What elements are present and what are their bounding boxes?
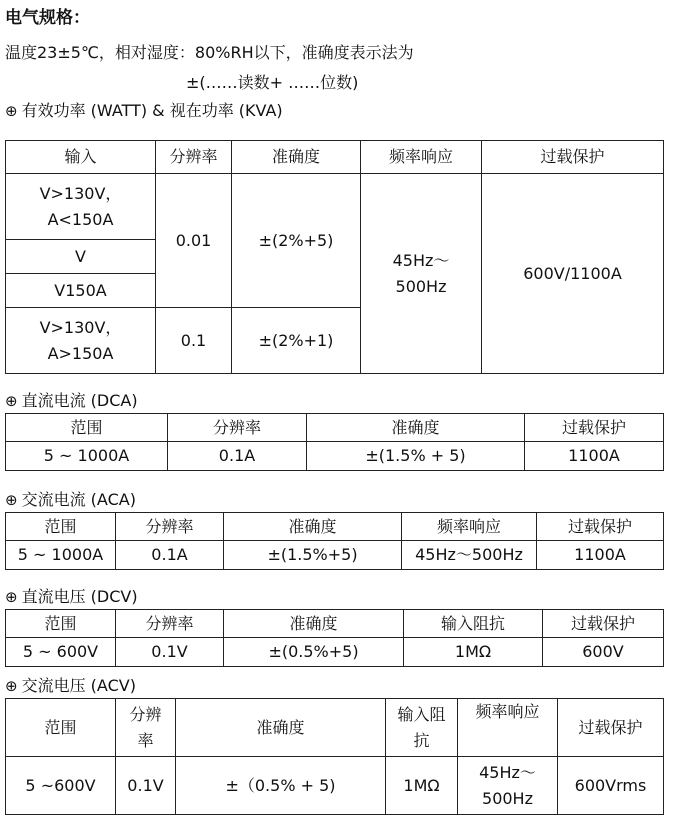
section-title-aca [5,487,136,510]
table-header-row [6,141,664,174]
conditions-text: 温度23±5℃，相对湿度：80%RH以下，准确度表示法为 [5,43,414,62]
table-header-row [6,414,664,442]
header-cell: 准确度 [307,414,525,442]
header-cell: 输入 [6,141,156,174]
table-row [6,757,664,815]
table-header-row [6,610,664,638]
header-cell: 频率响应 [458,699,558,757]
dcv-spec-table [5,609,664,667]
header-cell: 准确度 [224,513,402,541]
header-cell: 过载保护 [537,513,664,541]
table-cell: 1100A [525,442,664,471]
header-cell: 范围 [6,513,116,541]
acv-spec-table [5,698,664,815]
table-cell: 5 ~ 600V [6,638,116,667]
section-label: 直流电流 (DCA) [21,391,138,410]
header-cell: 分辨率 [116,513,224,541]
header-cell: 过载保护 [482,141,664,174]
table-header-row [6,513,664,541]
header-cell: 输入阻抗 [404,610,543,638]
table-row [6,442,664,471]
table-cell: 1MΩ [386,757,458,815]
table-cell: 1MΩ [404,638,543,667]
header-cell: 范围 [6,610,116,638]
header-cell: 过载保护 [543,610,664,638]
table-cell: 0.01 [156,174,232,308]
section-label: 有效功率 (WATT) & 视在功率 (KVA) [21,101,283,120]
header-cell: 分辨 率 [116,699,176,757]
table-cell: ±(0.5%+5) [224,638,404,667]
section-label: 交流电压 (ACV) [21,676,136,695]
table-cell: V150A [6,274,156,308]
table-cell: V>130V， A<150A [6,174,156,240]
circle-plus-icon: ⊕ [5,392,18,410]
section-title-acv [5,673,136,696]
table-cell: 600V/1100A [482,174,664,374]
table-cell: 600V [543,638,664,667]
table-header-row [6,699,664,757]
header-cell: 准确度 [176,699,386,757]
table-cell: 45Hz～500Hz [402,541,537,570]
section-title-dcv [5,584,138,607]
page-heading: 电气规格： [5,8,90,28]
header-cell: 过载保护 [558,699,664,757]
table-row [6,174,664,240]
table-cell: ±(2%+5) [232,174,361,308]
dca-spec-table [5,413,664,471]
section-title-dca [5,388,138,411]
circle-plus-icon: ⊕ [5,102,18,120]
table-cell: 5 ~600V [6,757,116,815]
table-cell: 0.1A [116,541,224,570]
header-cell: 过载保护 [525,414,664,442]
table-cell: 0.1V [116,757,176,815]
header-cell: 准确度 [232,141,361,174]
table-cell: ±(1.5%+5) [224,541,402,570]
header-cell: 范围 [6,699,116,757]
header-cell: 输入阻 抗 [386,699,458,757]
table-cell: 45Hz～ 500Hz [361,174,482,374]
section-label: 直流电压 (DCV) [21,587,138,606]
header-cell: 范围 [6,414,168,442]
table-cell: 5 ~ 1000A [6,541,116,570]
table-cell: 0.1A [168,442,307,471]
aca-spec-table [5,512,664,570]
header-cell: 分辨率 [116,610,224,638]
accuracy-formula: ±(……读数+ ……位数) [186,73,359,92]
table-row [6,541,664,570]
table-cell: 0.1 [156,308,232,374]
section-label: 交流电流 (ACA) [21,490,136,509]
table-cell: 5 ~ 1000A [6,442,168,471]
table-cell: ±(2%+1) [232,308,361,374]
header-cell: 准确度 [224,610,404,638]
table-cell: 0.1V [116,638,224,667]
circle-plus-icon: ⊕ [5,491,18,509]
circle-plus-icon: ⊕ [5,677,18,695]
table-cell: ±(1.5% + 5) [307,442,525,471]
section-title-watt [5,98,283,121]
watt-spec-table [5,140,664,374]
table-cell: V>130V， A>150A [6,308,156,374]
header-cell: 分辨率 [156,141,232,174]
header-cell: 分辨率 [168,414,307,442]
table-cell: 600Vrms [558,757,664,815]
header-cell: 频率响应 [361,141,482,174]
table-cell: V [6,240,156,274]
circle-plus-icon: ⊕ [5,588,18,606]
table-row [6,638,664,667]
table-cell: ±（0.5% + 5) [176,757,386,815]
table-cell: 1100A [537,541,664,570]
header-cell: 频率响应 [402,513,537,541]
table-cell: 45Hz～ 500Hz [458,757,558,815]
